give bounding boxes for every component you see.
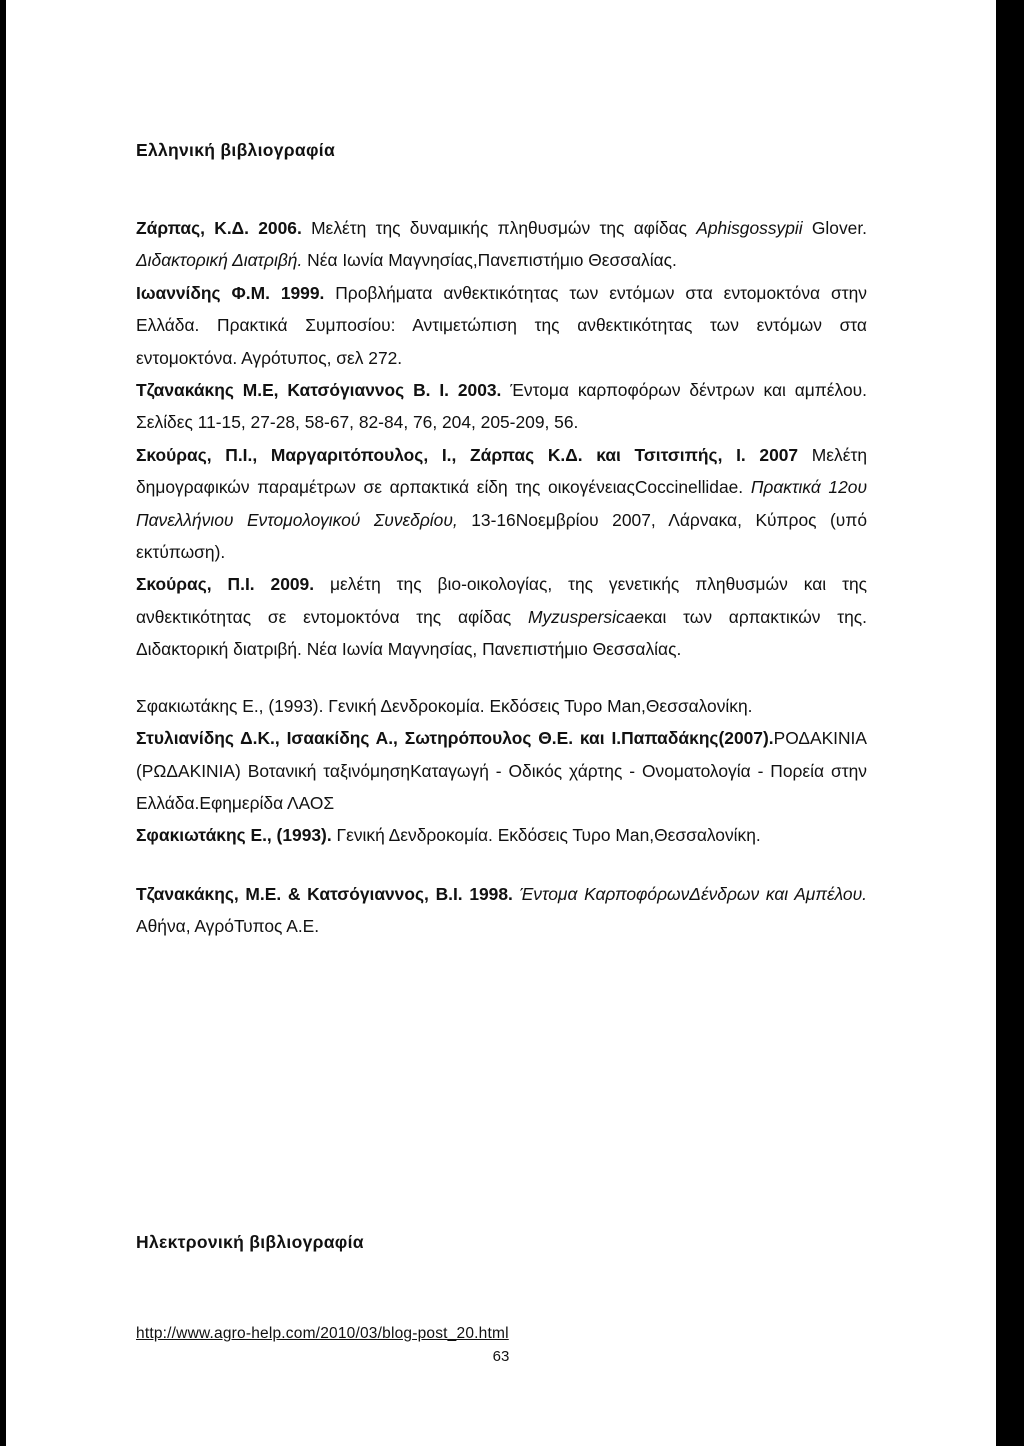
reference-text: ΡΟΔΑΚΙΝΙΑ (ΡΩΔΑΚΙΝΙΑ) Βοτανική ταξινόμησηΚαταγωγή - Οδικός χάρτης - Ονοματολογία - Πορεία στην Ελλάδα.Εφημερίδα ΛΑΟΣ bbox=[136, 728, 867, 813]
reference-list bbox=[136, 212, 867, 943]
reference-authors: Σκούρας, Π.Ι., Μαργαριτόπουλος, Ι., Ζάρπας Κ.Δ. και Τσιτσιπής, Ι. 2007 bbox=[136, 444, 799, 465]
reference-url-link[interactable]: http://www.agro-help.com/2010/03/blog-post_20.html bbox=[136, 1325, 509, 1342]
reference-item bbox=[136, 819, 867, 851]
reference-text: Αθήνα, ΑγρόΤυπος Α.Ε. bbox=[136, 916, 320, 937]
reference-text: Γενική Δενδροκομία. Εκδόσεις Τυρο Man,Θεσσαλονίκη. bbox=[331, 825, 761, 846]
document-page bbox=[6, 0, 996, 1446]
reference-italic: Διδακτορική Διατριβή. bbox=[136, 250, 303, 271]
greek-bibliography-heading: Ελληνική βιβλιογραφία bbox=[136, 140, 335, 160]
reference-item bbox=[136, 568, 867, 665]
reference-text: μελέτη της βιο-οικολογίας, της γενετικής πληθυσμών και της ανθεκτικότητας σε εντομοκτόνα της αφίδας bbox=[136, 574, 867, 627]
reference-italic: Πρακτικά 12ου Πανελλήνιου Εντομολογικού Συνεδρίου, bbox=[136, 477, 867, 530]
reference-authors: Στυλιανίδης Δ.Κ., Ισαακίδης Α., Σωτηρόπουλος Θ.Ε. και Ι.Παπαδάκης(2007). bbox=[136, 728, 774, 749]
electronic-bibliography-heading: Ηλεκτρονική βιβλιογραφία bbox=[136, 1232, 364, 1252]
reference-item bbox=[136, 878, 867, 943]
reference-text: 13-16Νοεμβρίου 2007, Λάρνακα, Κύπρος (υπό εκτύπωση). bbox=[136, 509, 867, 563]
reference-italic: Myzuspersicae bbox=[528, 606, 644, 627]
reference-item bbox=[136, 439, 867, 569]
reference-text bbox=[513, 884, 520, 904]
page-number: 63 bbox=[492, 1348, 510, 1365]
reference-text: Μελέτη της δυναμικής πληθυσμών της αφίδας bbox=[301, 218, 697, 238]
reference-text: Νέα Ιωνία Μαγνησίας,Πανεπιστήμιο Θεσσαλίας. bbox=[302, 250, 677, 271]
reference-italic: Aphisgossypii bbox=[696, 218, 803, 238]
reference-text: Προβλήματα ανθεκτικότητας των εντόμων στα εντομοκτόνα στην Ελλάδα. Πρακτικά Συμποσίου: Αντιμετώπιση της ανθεκτικότητας των εντόμων στα εντομοκτόνα. Αγρότυπος, σελ 272. bbox=[136, 282, 867, 368]
reference-text: Έντομα καρποφόρων δέντρων και αμπέλου. Σελίδες 11-15, 27-28, 58-67, 82-84, 76, 204, 205-209, 56. bbox=[136, 380, 868, 433]
reference-item bbox=[136, 374, 867, 439]
reference-text: Σφακιωτάκης Ε., (1993). Γενική Δενδροκομία. Εκδόσεις Τυρο Man,Θεσσαλονίκη. bbox=[136, 695, 753, 716]
reference-authors: Ιωαννίδης Φ.Μ. 1999. bbox=[136, 282, 325, 303]
reference-text: Μελέτη δημογραφικών παραμέτρων σε αρπακτικά είδη της οικογένειαςCoccinellidae. bbox=[136, 444, 868, 498]
reference-text: και των αρπακτικών της. Διδακτορική διατριβή. Νέα Ιωνία Μαγνησίας, Πανεπιστήμιο Θεσσαλίας. bbox=[136, 606, 867, 660]
reference-item bbox=[136, 212, 867, 277]
reference-item bbox=[136, 277, 867, 374]
reference-authors: Ζάρπας, Κ.Δ. 2006. bbox=[136, 218, 302, 238]
reference-text: Glover. bbox=[802, 218, 867, 238]
reference-authors: Τζανακάκης Μ.Ε, Κατσόγιαννος Β. Ι. 2003. bbox=[136, 380, 502, 401]
reference-authors: Σκούρας, Π.Ι. 2009. bbox=[136, 574, 315, 595]
reference-authors: Τζανακάκης, Μ.Ε. & Κατσόγιαννος, Β.Ι. 1998. bbox=[136, 883, 513, 904]
reference-item bbox=[136, 690, 867, 722]
reference-authors: Σφακιωτάκης Ε., (1993). bbox=[136, 825, 332, 846]
reference-italic: Έντομα ΚαρποφόρωνΔένδρων και Αμπέλου. bbox=[519, 883, 867, 904]
reference-item bbox=[136, 722, 867, 819]
